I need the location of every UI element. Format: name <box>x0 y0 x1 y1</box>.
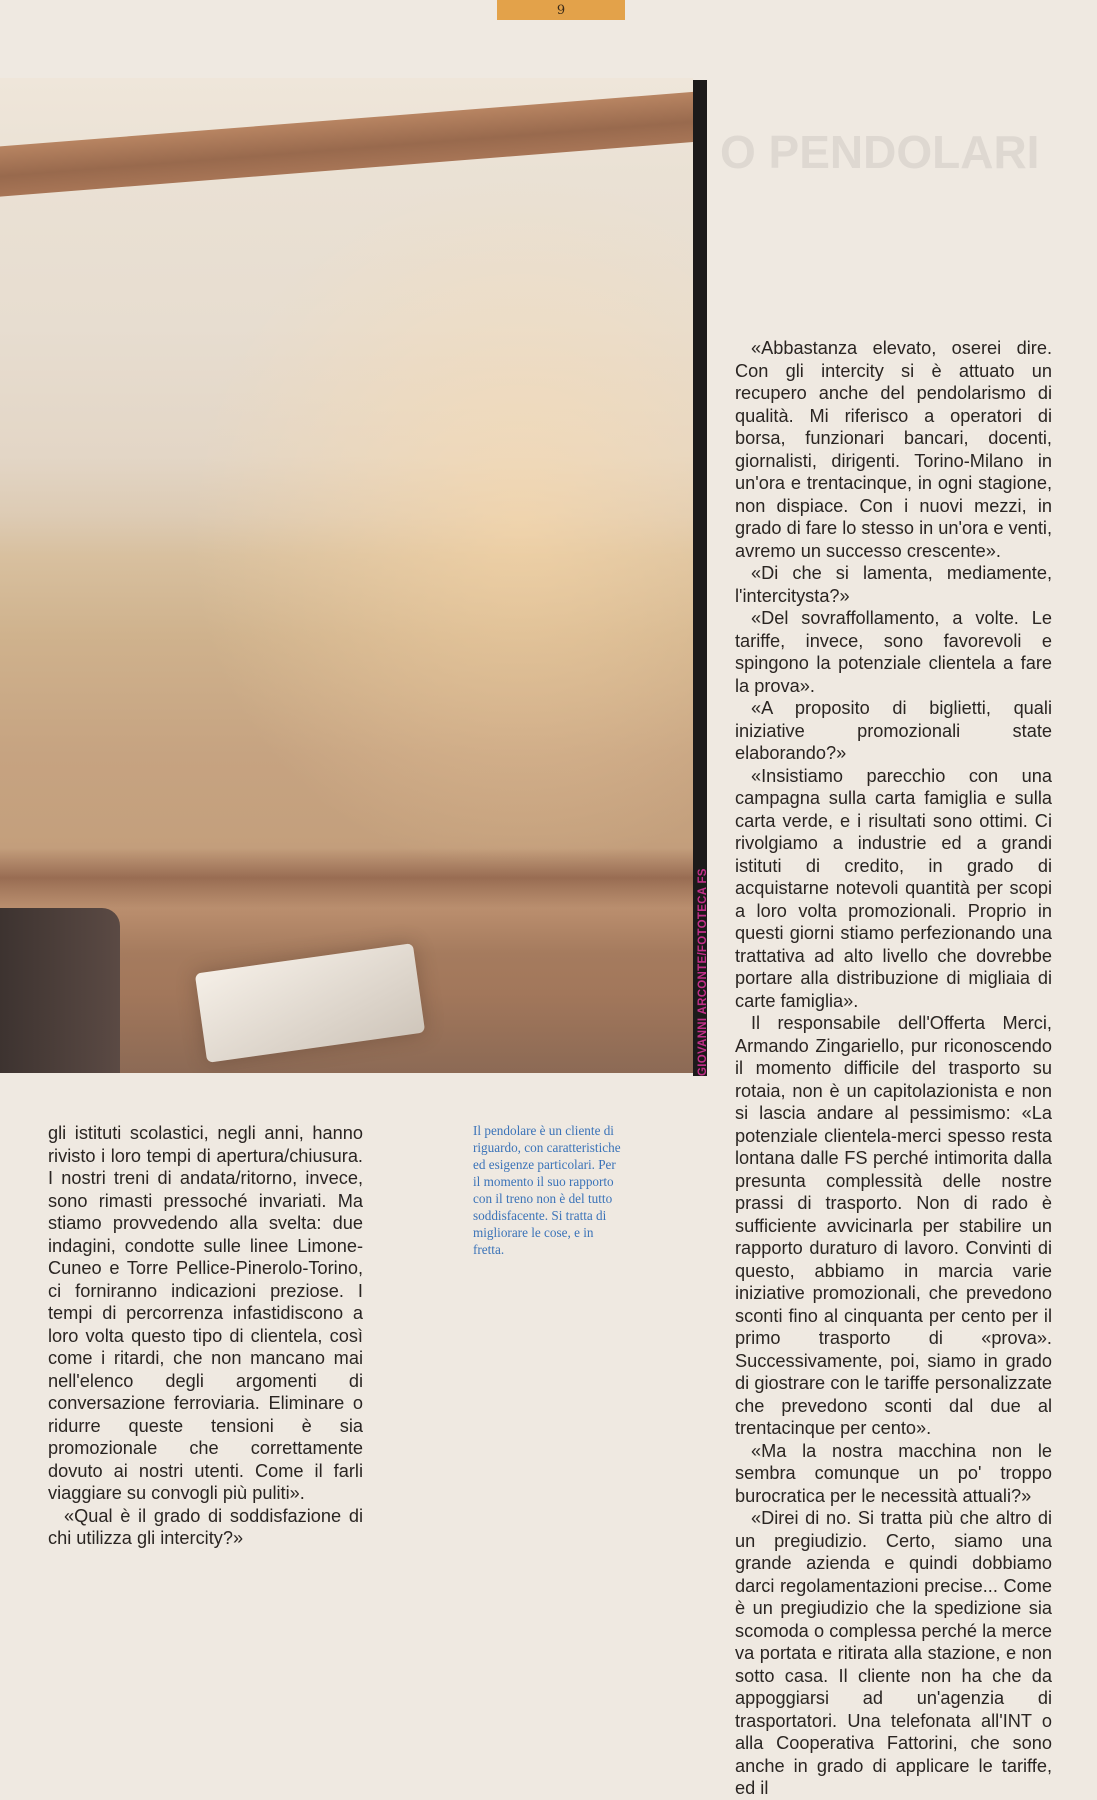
paragraph: «Direi di no. Si tratta più che altro di un pregiudizio. Certo, siamo una grande azienda e quindi dobbiamo darci regolamentazioni precise... Come è un pregiudizio che la spedizione sia scomoda o complessa perché la merce va portata e ritirata alla stazione, e non sotto casa. Il cliente non ha che da appoggiarsi ad un'agenzia di trasportatori. Una telefonata all'INT o alla Cooperativa Fattorini, che sono anche in grado di applicare le tariffe, ed il <box>735 1508 1052 1798</box>
paragraph: «Insistiamo parecchio con una campagna sulla carta famiglia e sulla carta verde, e i risultati sono ottimi. Ci rivolgiamo a industrie ed a grandi istituti di credito, in grado di acquistarne notevoli quantità per scopi a loro volta promozionali. Proprio in questi giorni stiamo perfezionando una trattativa ad alto livello che dovrebbe portare alla distribuzione di migliaia di carte famiglia». <box>735 765 1052 1011</box>
seat-object <box>0 908 120 1073</box>
window-sill <box>0 848 693 908</box>
paragraph: «Abbastanza elevato, oserei dire. Con gli intercity si è attuato un recupero anche del pendolarismo di qualità. Mi riferisco a operatori di borsa, funzionari bancari, docenti, giornalisti, dirigenti. Torino-Milano in un'ora e trentacinque, in ogni stagione, non dispiace. Con i nuovi mezzi, in grado di fare lo stesso in un'ora e venti, avremo un successo crescente». <box>735 338 1052 561</box>
paragraph: Il responsabile dell'Offerta Merci, Armando Zingariello, pur riconoscendo il momento difficile del trasporto su rotaia, non è un capitolazionista e non si lascia andare al pessimismo: «La potenziale clientela-merci spesso resta lontana dalle FS perché intimorita dalla presunta complessità delle nostre prassi di trasporto. Non di rado è sufficiente avvicinarla per stabilire un rapporto duraturo di lavoro. Convinti di questo, abbiamo in marcia varie iniziative promozionali, che prevedono sconti fino al cinquanta per cento per il primo trasporto di «prova». Successivamente, poi, siamo in grado di giostrare con le tariffe personalizzate che prevedono sconti dal due al trentacinque per cento». <box>735 1013 1052 1438</box>
page-number: 9 <box>497 0 625 20</box>
paragraph: gli istituti scolastici, negli anni, hanno rivisto i loro tempi di apertura/chiusura. I nostri treni di andata/ritorno, invece, sono rimasti pressoché invariati. Ma stiamo provvedendo alla svelta: due indagini, condotte sulle linee Limone-Cuneo e Torre Pellice-Pinerolo-Torino, ci forniranno indicazioni preziose. I tempi di percorrenza infastidiscono a loro volta questo tipo di clientela, così come i ritardi, che non mancano mai nell'elenco degli argomenti di conversazione ferroviaria. Eliminare o ridurre queste tensioni è sia promozionale che correttamente dovuto ai nostri utenti. Come il farli viaggiare su convogli più puliti». <box>48 1123 363 1503</box>
paragraph: «Di che si lamenta, mediamente, l'intercitysta?» <box>735 563 1052 606</box>
photo-caption: Il pendolare è un cliente di riguardo, con caratteristiche ed esigenze particolari. Per il momento il suo rapporto con il treno non è del tutto soddisfacente. Si tratta di migliorare le cose, e in fretta. <box>473 1123 621 1257</box>
right-text-column <box>735 337 1052 1800</box>
paragraph: «Qual è il grado di soddisfazione di chi utilizza gli intercity?» <box>48 1505 363 1548</box>
photo-credit: GIOVANNI ARCONTE/FOTOTECA FS <box>697 868 709 1076</box>
train-window-photo <box>0 78 693 1073</box>
paragraph: «A proposito di biglietti, quali iniziative promozionali state elaborando?» <box>735 698 1052 763</box>
paragraph: «Del sovraffollamento, a volte. Le tariffe, invece, sono favorevoli e spingono la potenziale clientela a fare la prova». <box>735 608 1052 696</box>
paragraph: «Ma la nostra macchina non le sembra comunque un po' troppo burocratica per le necessità attuali?» <box>735 1440 1052 1506</box>
ghost-heading: O PENDOLARI <box>720 126 1040 178</box>
left-text-column <box>48 1122 363 1550</box>
